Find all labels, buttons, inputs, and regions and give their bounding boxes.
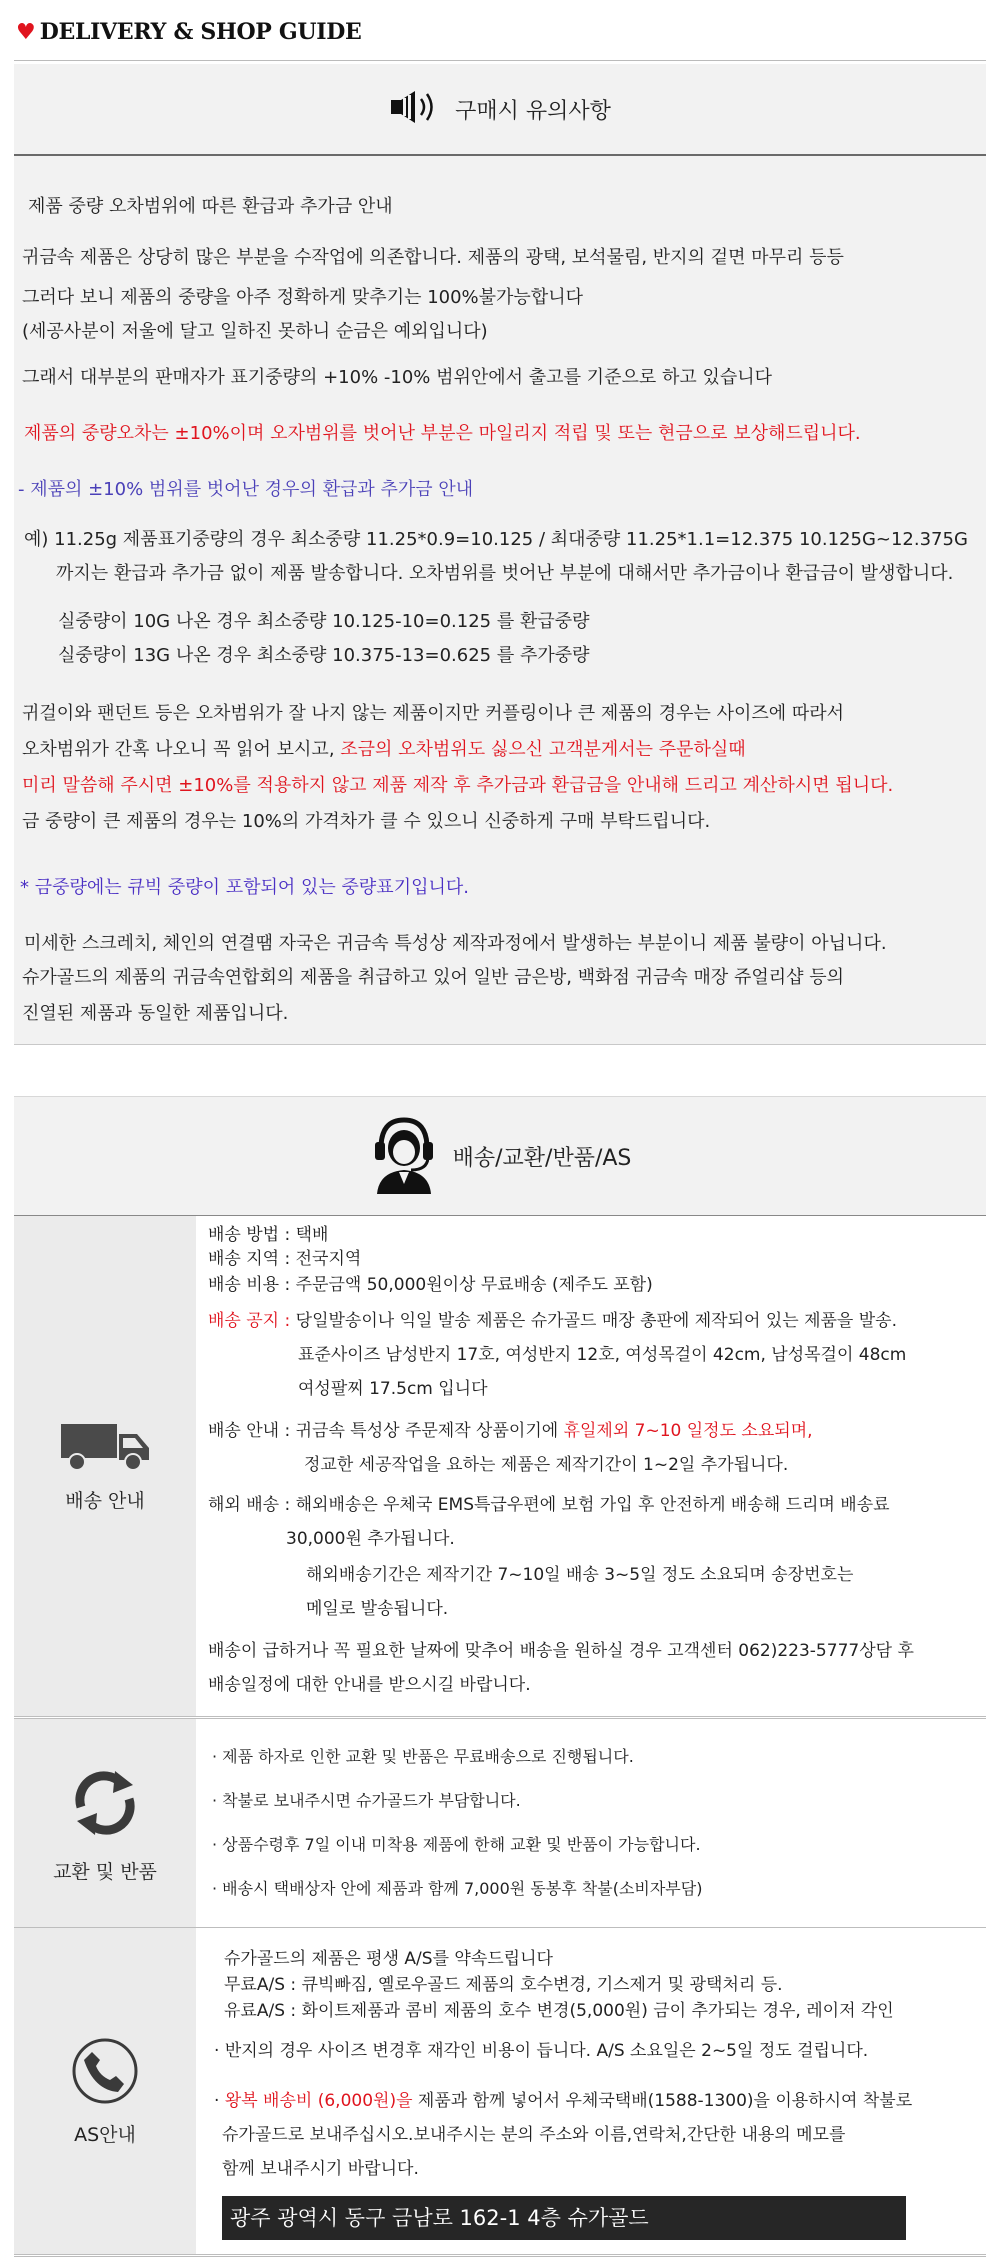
as-label: AS안내 — [74, 2123, 136, 2146]
delivery-notice: 표준사이즈 남성반지 17호, 여성반지 12호, 여성목걸이 42cm, 남성목걸이 48cm — [298, 1345, 907, 1365]
notice-heading: 제품 중량 오차범위에 따른 환급과 추가금 안내 — [28, 196, 393, 217]
divider — [14, 2256, 986, 2257]
notice-note: * 금중량에는 큐빅 중량이 포함되어 있는 중량표기입니다. — [20, 877, 469, 898]
shipping-title: 배송/교환/반품/AS — [452, 1145, 632, 1171]
phone-icon — [70, 2036, 140, 2110]
delivery-cost: 배송 비용 : 주문금액 50,000원이상 무료배송 (제주도 포함) — [208, 1275, 653, 1295]
truck-icon — [59, 1420, 151, 1476]
notice-header — [14, 64, 986, 154]
delivery-notice: 여성팔찌 17.5cm 입니다 — [298, 1379, 488, 1399]
as-fee-note: 슈가골드로 보내주십시오.보내주시는 분의 주소와 이름,연락처,간단한 내용의 메모를 — [222, 2125, 846, 2145]
delivery-notice: 배송 공지 : 당일발송이나 익일 발송 제품은 슈가골드 매장 총판에 제작되어 있는 제품을 발송. — [208, 1311, 898, 1331]
as-fee-note: 함께 보내주시기 바랍니다. — [222, 2159, 419, 2179]
shop-address: 광주 광역시 동구 금남로 162-1 4층 슈가골드 — [222, 2196, 906, 2240]
urgent-delivery-note: 배송일정에 대한 안내를 받으시길 바랍니다. — [208, 1675, 531, 1695]
notice-line: (세공사분이 저울에 달고 일하진 못하니 순금은 예외입니다) — [22, 321, 488, 342]
delivery-method: 배송 방법 : 택배 — [208, 1225, 329, 1245]
notice-warning: 제품의 중량오차는 ±10%이며 오자범위를 벗어난 부분은 마일리지 적립 및 또는 현금으로 보상해드립니다. — [24, 423, 861, 444]
exchange-item: · 제품 하자로 인한 교환 및 반품은 무료배송으로 진행됩니다. — [212, 1747, 634, 1766]
shipping-header — [14, 1096, 986, 1217]
overseas-shipping: 해외배송기간은 제작기간 7~10일 배송 3~5일 정도 소요되며 송장번호는 — [306, 1565, 854, 1585]
urgent-delivery-note: 배송이 급하거나 꼭 필요한 날짜에 맞추어 배송을 원하실 경우 고객센터 062)223-5777상담 후 — [208, 1641, 914, 1661]
as-ring-note: · 반지의 경우 사이즈 변경후 재각인 비용이 듭니다. A/S 소요일은 2~5일 정도 걸립니다. — [214, 2041, 869, 2061]
notice-line: 금 중량이 큰 제품의 경우는 10%의 가격차가 클 수 있으니 신중하게 구매 부탁드립니다. — [22, 811, 711, 832]
delivery-region: 배송 지역 : 전국지역 — [208, 1249, 362, 1269]
notice-line: 미세한 스크레치, 체인의 연결땜 자국은 귀금속 특성상 제작과정에서 발생하는 부분이니 제품 불량이 아닙니다. — [24, 933, 887, 954]
guide-header — [16, 14, 362, 50]
exchange-label-cell — [14, 1719, 196, 1927]
speaker-icon — [389, 89, 441, 129]
exchange-label: 교환 및 반품 — [53, 1860, 157, 1883]
notice-subheading: - 제품의 ±10% 범위를 벗어난 경우의 환급과 추가금 안내 — [18, 479, 474, 500]
notice-warning: 미리 말씀해 주시면 ±10%를 적용하지 않고 제품 제작 후 추가금과 환급금을 안내해 드리고 계산하시면 됩니다. — [22, 775, 894, 796]
notice-example: 실중량이 10G 나온 경우 최소중량 10.125-10=0.125 를 환급중량 — [58, 611, 590, 632]
notice-line: 그래서 대부분의 판매자가 표기중량의 +10% -10% 범위안에서 출고를 기준으로 하고 있습니다 — [22, 367, 772, 388]
delivery-label-cell — [14, 1216, 196, 1716]
notice-line: 오차범위가 간혹 나오니 꼭 읽어 보시고, 조금의 오차범위도 싫으신 고객분게서는 주문하실때 — [22, 739, 746, 760]
exchange-item: · 상품수령후 7일 이내 미착용 제품에 한해 교환 및 반품이 가능합니다. — [212, 1835, 701, 1854]
notice-example: 실중량이 13G 나온 경우 최소중량 10.375-13=0.625 를 추가중량 — [58, 645, 590, 666]
delivery-guide: 배송 안내 : 귀금속 특성상 주문제작 상품이기에 휴일제외 7~10 일정도 소요되며, — [208, 1421, 813, 1441]
notice-line: 슈가골드의 제품의 귀금속연합회의 제품을 취급하고 있어 일반 금은방, 백화점 귀금속 매장 쥬얼리샵 등의 — [22, 967, 845, 988]
divider — [14, 60, 986, 61]
page-title: DELIVERY & SHOP GUIDE — [39, 19, 362, 45]
as-paid: 유료A/S : 화이트제품과 콤비 제품의 호수 변경(5,000원) 금이 추가되는 경우, 레이저 각인 — [224, 2001, 894, 2021]
divider — [14, 154, 986, 156]
notice-line: 진열된 제품과 동일한 제품입니다. — [22, 1003, 289, 1024]
as-headline: 슈가골드의 제품은 평생 A/S를 약속드립니다 — [224, 1949, 553, 1969]
as-label-cell — [14, 1928, 196, 2254]
overseas-shipping: 30,000원 추가됩니다. — [286, 1529, 455, 1549]
heart-icon: ♥ — [16, 19, 36, 45]
notice-line: 귀금속 제품은 상당히 많은 부분을 수작업에 의존합니다. 제품의 광택, 보석물림, 반지의 겉면 마무리 등등 — [22, 247, 844, 268]
notice-line: 그러다 보니 제품의 중량을 아주 정확하게 맞추기는 100%불가능합니다 — [22, 287, 583, 308]
notice-example: 예) 11.25g 제품표기중량의 경우 최소중량 11.25*0.9=10.125 / 최대중량 11.25*1.1=12.375 10.125G~12.375G — [24, 529, 968, 550]
delivery-guide: 정교한 세공작업을 요하는 제품은 제작기간이 1~2일 추가됩니다. — [304, 1455, 789, 1475]
as-fee-note: · 왕복 배송비 (6,000원)을 제품과 함께 넣어서 우체국택배(1588-1300)을 이용하시여 착불로 — [214, 2091, 913, 2111]
notice-example: 까지는 환급과 추가금 없이 제품 발송합니다. 오차범위를 벗어난 부분에 대해서만 추가금이나 환급금이 발생합니다. — [56, 563, 954, 584]
overseas-shipping: 메일로 발송됩니다. — [306, 1599, 449, 1619]
refresh-cycle-icon — [65, 1763, 145, 1847]
notice-line: 귀걸이와 팬던트 등은 오차범위가 잘 나지 않는 제품이지만 커플링이나 큰 제품의 경우는 사이즈에 따라서 — [22, 703, 845, 724]
headset-agent-icon — [369, 1114, 439, 1198]
overseas-shipping: 해외 배송 : 해외배송은 우체국 EMS특급우편에 보험 가입 후 안전하게 배송해 드리며 배송료 — [208, 1495, 890, 1515]
exchange-item: · 배송시 택배상자 안에 제품과 함께 7,000원 동봉후 착불(소비자부담) — [212, 1879, 703, 1898]
delivery-label: 배송 안내 — [65, 1489, 145, 1512]
as-free: 무료A/S : 큐빅빠짐, 옐로우골드 제품의 호수변경, 기스제거 및 광택처리 등. — [224, 1975, 783, 1995]
notice-title: 구매시 유의사항 — [455, 98, 611, 124]
exchange-item: · 착불로 보내주시면 슈가골드가 부담합니다. — [212, 1791, 521, 1810]
